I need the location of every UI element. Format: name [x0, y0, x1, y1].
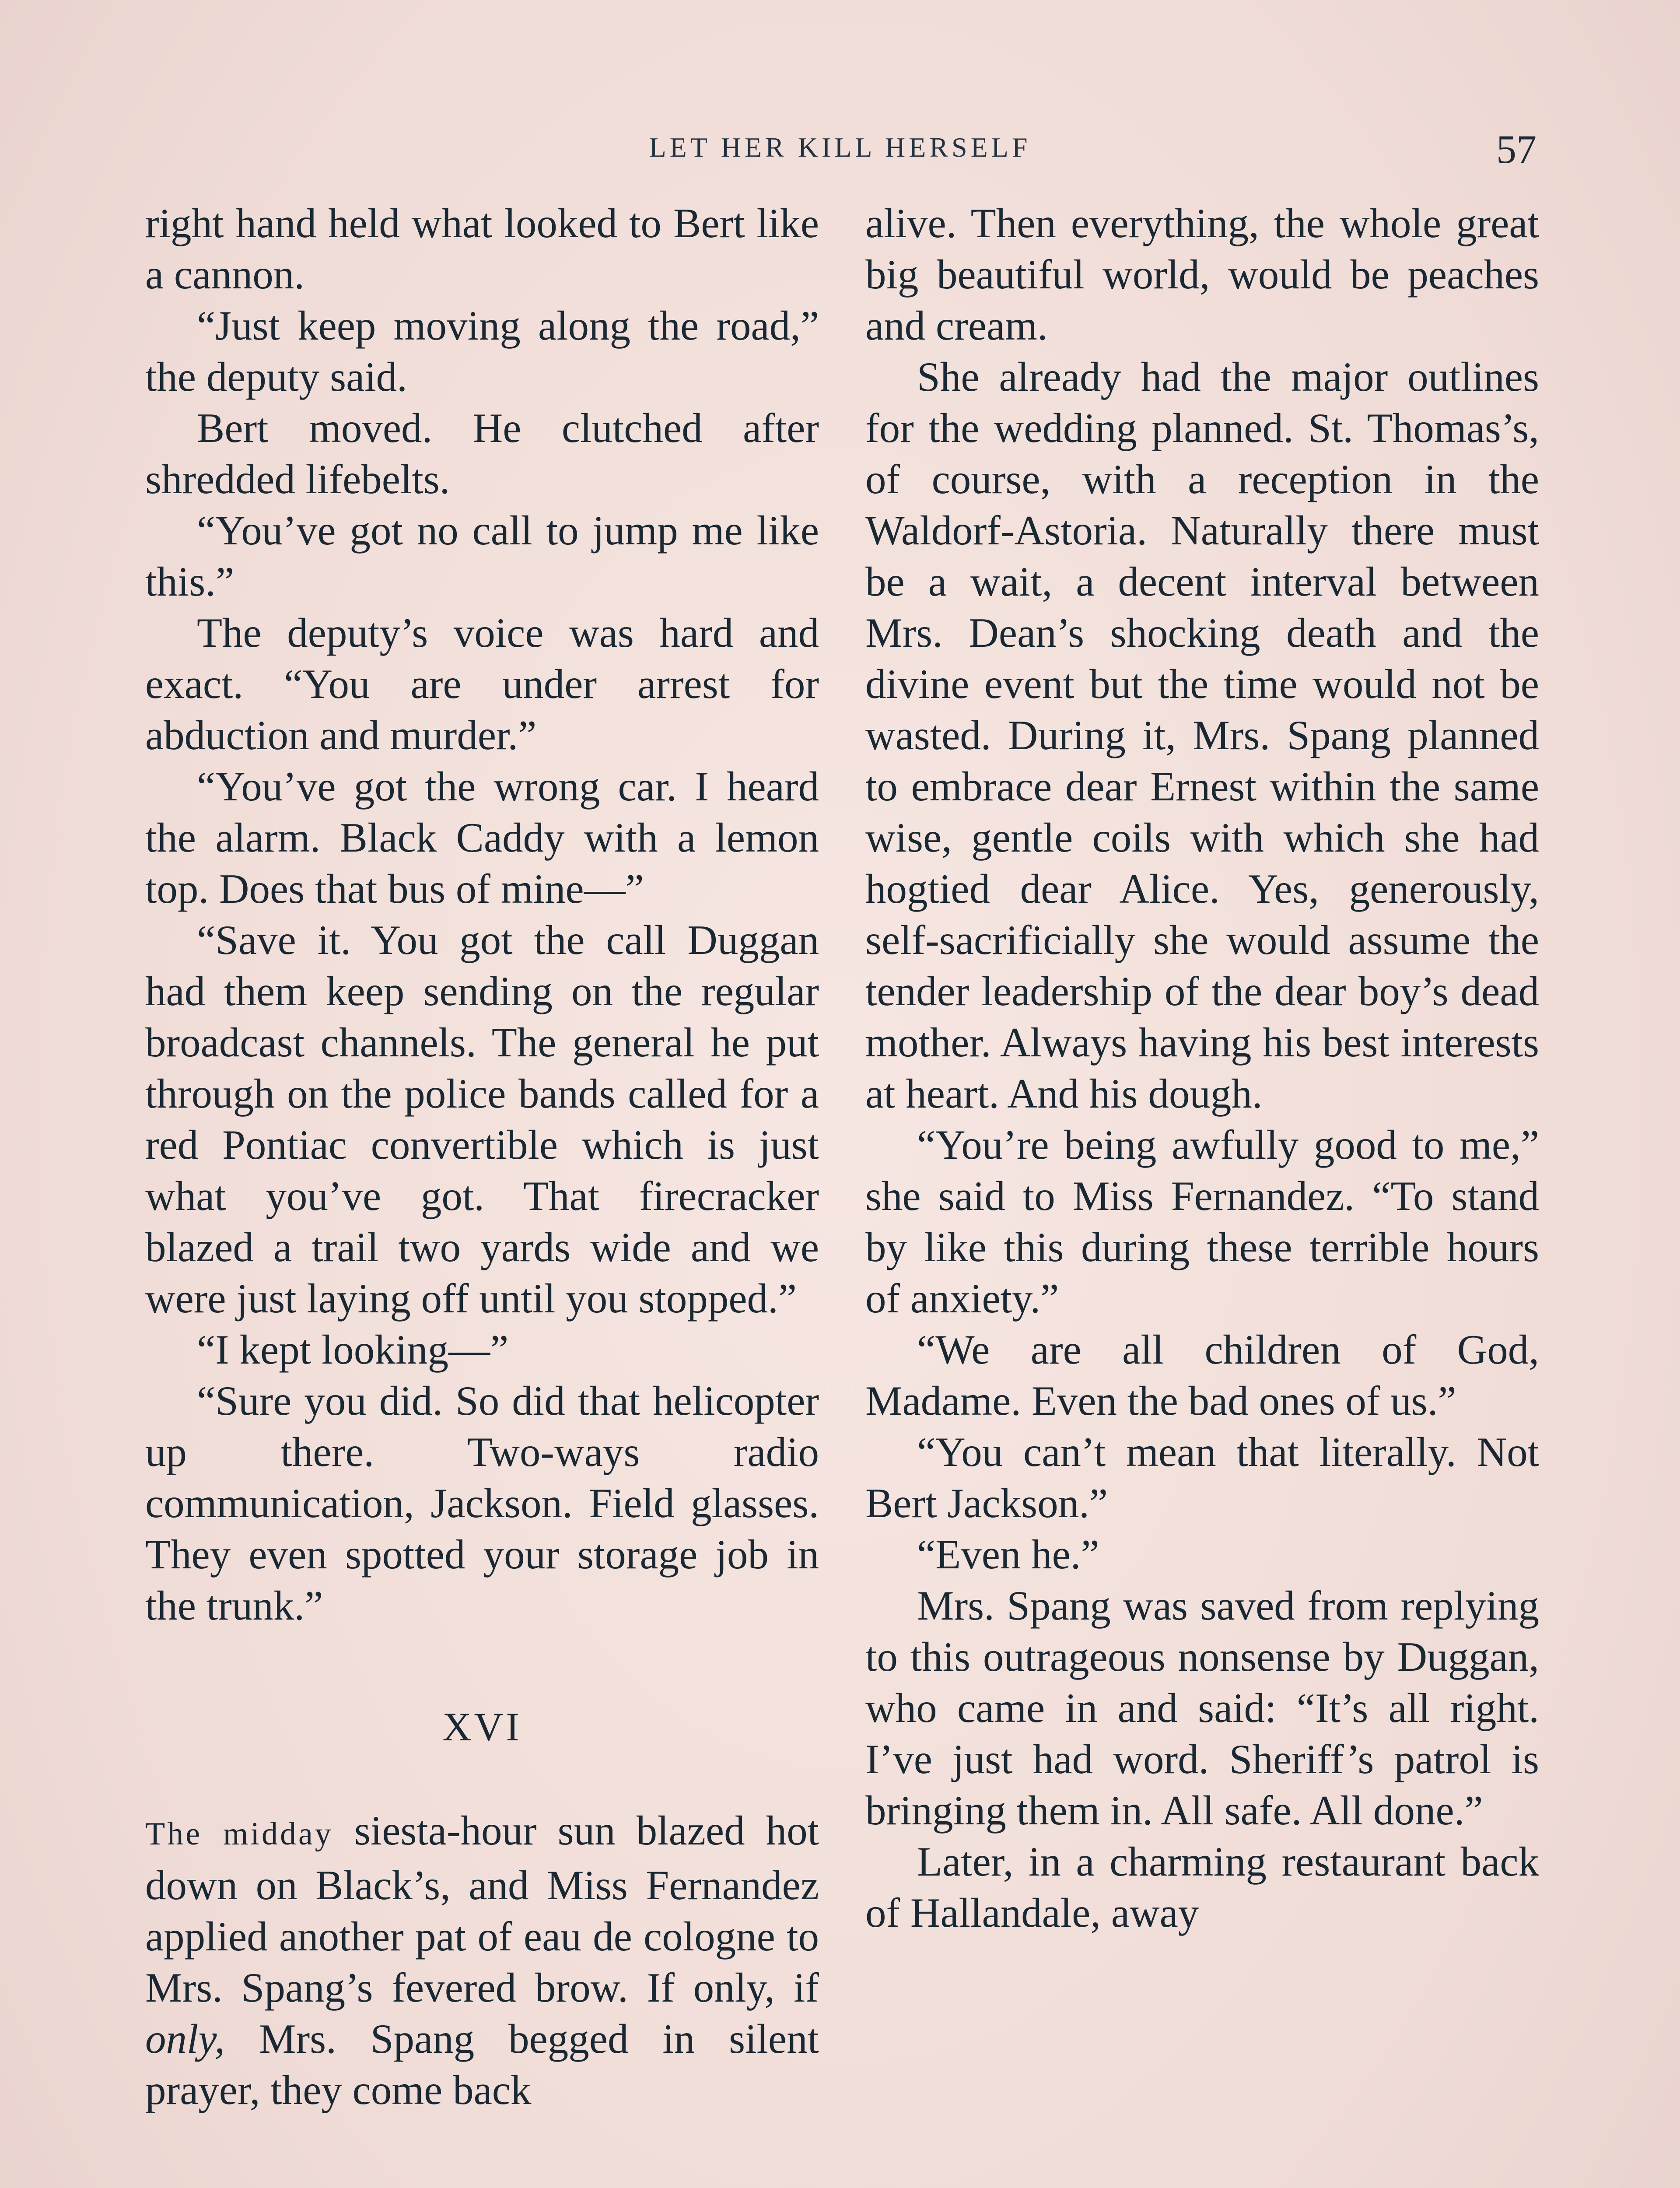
- right-column: [865, 198, 1539, 1939]
- opening-small-caps: The midday: [145, 1816, 333, 1852]
- paragraph: “You’re being awfully good to me,” she said to Miss Fernandez. “To stand by like this during these terrible hours of anxiety.”: [865, 1122, 1539, 1322]
- paragraph: “Even he.”: [917, 1531, 1099, 1578]
- paragraph: “You can’t mean that literally. Not Bert Jackson.”: [865, 1429, 1539, 1526]
- paragraph: “You’ve got the wrong car. I heard the alarm. Black Caddy with a lemon top. Does that bus of mine—”: [145, 763, 819, 912]
- page-number: 57: [1496, 127, 1536, 172]
- running-title: LET HER KILL HERSELF: [649, 132, 1031, 163]
- paragraph: “I kept looking—”: [197, 1326, 509, 1373]
- paragraph: She already had the major outlines for the wedding planned. St. Thomas’s, of course, with a reception in the Waldorf-Astoria. Naturally there must be a wait, a decent interval between Mrs. Dean’s shocking death and the divine event but the time would not be wasted. During it, Mrs. Spang planned to embrace dear Ernest within the same wise, gentle coils with which she had hogtied dear Alice. Yes, generously, self-sacrificially she would assume the tender leadership of the dear boy’s dead mother. Always having his best interests at heart. And his dough.: [865, 354, 1539, 1117]
- paragraph: Mrs. Spang was saved from replying to this outrageous nonsense by Duggan, who came in and said: “It’s all right. I’ve just had word. Sheriff’s patrol is bringing them in. All safe. All done.”: [865, 1582, 1539, 1834]
- paragraph: Bert moved. He clutched after shredded lifebelts.: [145, 405, 819, 502]
- paragraph: The deputy’s voice was hard and exact. “You are under arrest for abduction and murder.”: [145, 610, 819, 758]
- paragraph: “You’ve got no call to jump me like this.”: [145, 507, 819, 605]
- paragraph: “Save it. You got the call Duggan had them keep sending on the regular broadcast channels. The general he put through on the police bands called for a red Pontiac convertible which is just what you’ve got. That firecracker blazed a trail two yards wide and we were just laying off until you stopped.”: [145, 917, 819, 1322]
- paragraph: “We are all children of God, Madame. Even the bad ones of us.”: [865, 1326, 1539, 1424]
- paragraph-text: Mrs. Spang begged in silent prayer, they come back: [145, 2016, 819, 2113]
- paragraph: “Just keep moving along the road,” the deputy said.: [145, 302, 819, 400]
- chapter-heading: XVI: [442, 1704, 522, 1749]
- left-column: [145, 198, 819, 2116]
- paragraph: Later, in a charming restaurant back of Hallandale, away: [865, 1838, 1539, 1936]
- emphasis-text: only,: [145, 2016, 225, 2062]
- paragraph: “Sure you did. So did that helicopter up there. Two-ways radio communication, Jackson. Field glasses. They even spotted your storage job in the trunk.”: [145, 1378, 819, 1629]
- paragraph: right hand held what looked to Bert like a cannon.: [145, 200, 819, 298]
- paragraph: alive. Then everything, the whole great big beautiful world, would be peaches and cream.: [865, 200, 1539, 349]
- chapter-opening-paragraph: [145, 1805, 819, 2116]
- paragraph-text: siesta-hour sun blazed hot down on Black’s, and Miss Fernandez applied another pat of eau de cologne to Mrs. Spang’s fevered brow. If only, if: [145, 1807, 819, 2011]
